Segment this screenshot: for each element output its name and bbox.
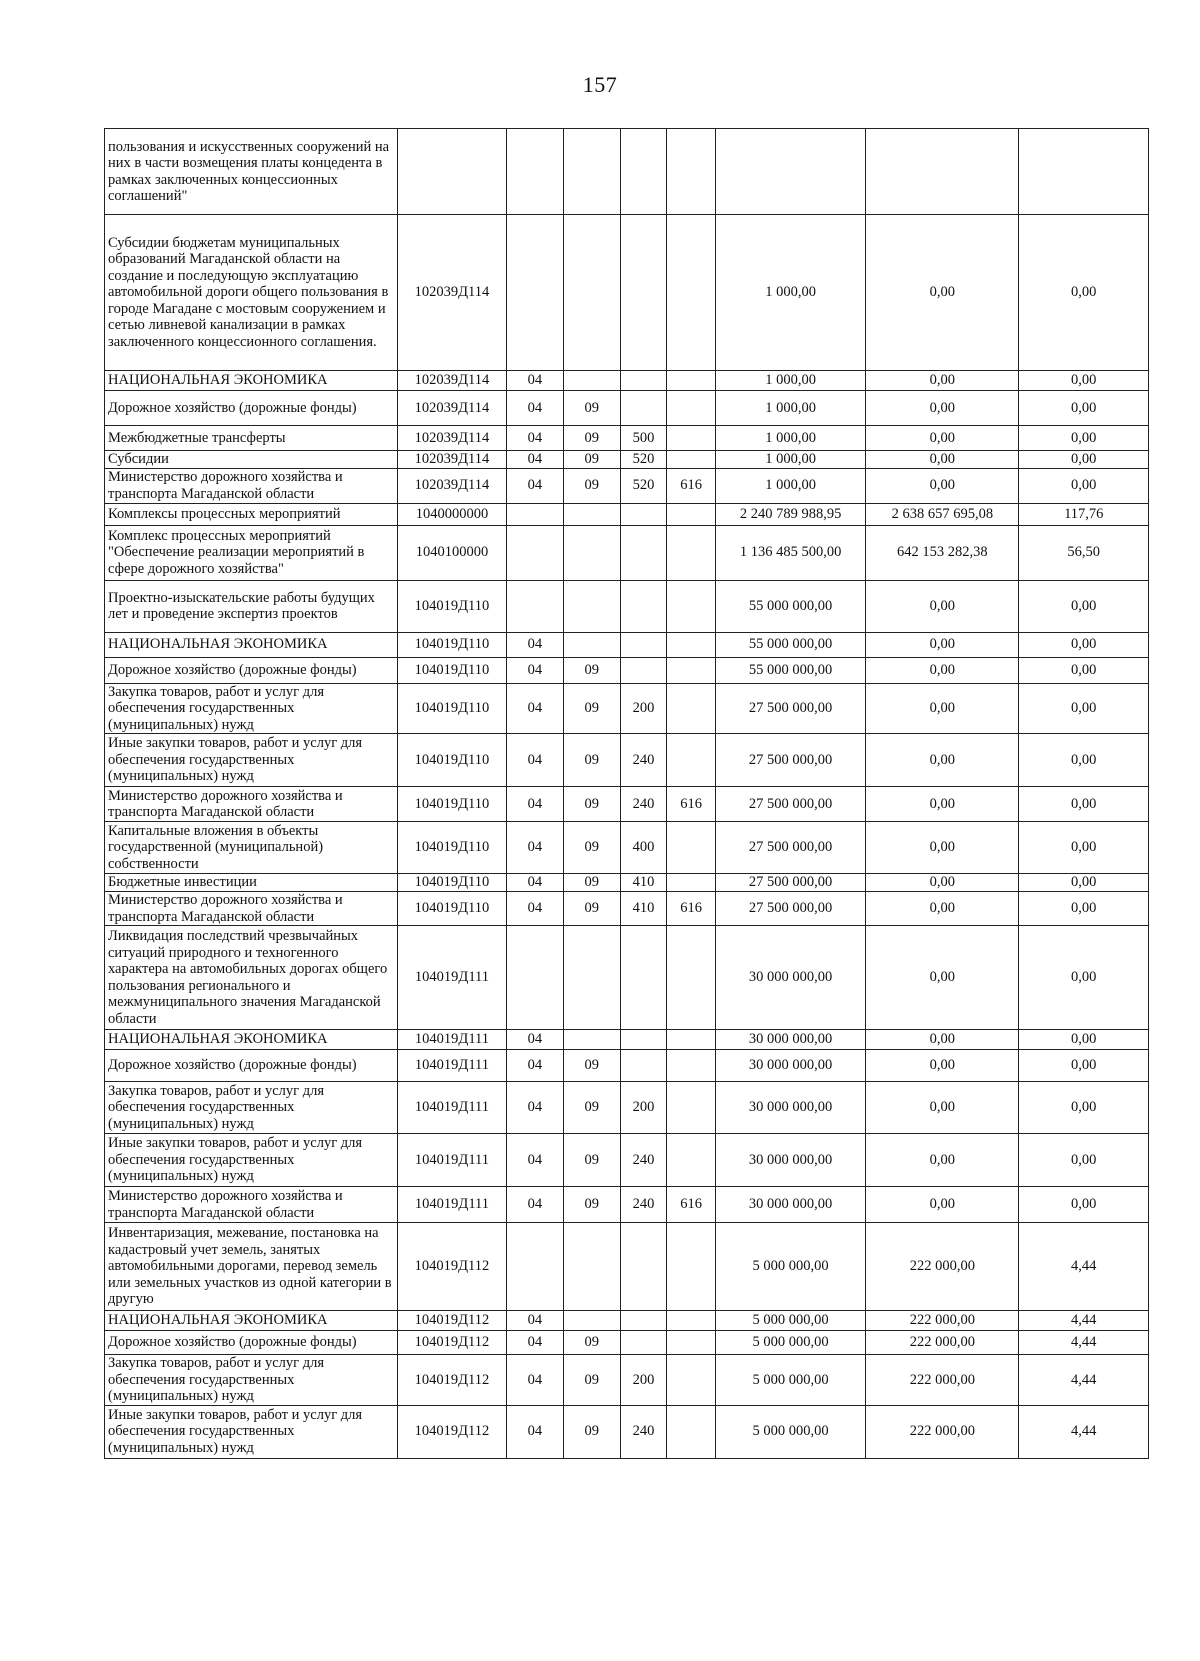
department-cell [667,926,716,1030]
table-row [105,391,1149,426]
planned-amount-cell: 27 500 000,00 [716,892,866,926]
row-name-cell: Комплексы процессных мероприятий [105,503,398,525]
table-row [105,371,1149,391]
target-code-cell: 104019Д110 [398,734,507,787]
expense-type-cell [620,215,667,371]
planned-amount-cell: 30 000 000,00 [716,1050,866,1082]
actual-amount-cell: 0,00 [866,426,1019,451]
subsection-cell: 09 [563,822,620,874]
execution-percent-cell: 0,00 [1019,580,1149,632]
target-code-cell: 102039Д114 [398,391,507,426]
planned-amount-cell: 30 000 000,00 [716,1187,866,1223]
section-cell: 04 [506,426,563,451]
page-number: 157 [582,72,618,97]
department-cell [667,683,716,734]
actual-amount-cell: 0,00 [866,787,1019,822]
execution-percent-cell: 4,44 [1019,1311,1149,1331]
department-cell [667,1082,716,1134]
planned-amount-cell: 2 240 789 988,95 [716,503,866,525]
execution-percent-cell: 0,00 [1019,822,1149,874]
row-name-cell: Инвентаризация, межевание, постановка на кадастровый учет земель, занятых автомобильными дорогами, перевод земель или земельных участков из одной категории в другую [105,1223,398,1311]
row-name-cell: Дорожное хозяйство (дорожные фонды) [105,1050,398,1082]
row-name-cell: НАЦИОНАЛЬНАЯ ЭКОНОМИКА [105,1030,398,1050]
row-name-cell: Министерство дорожного хозяйства и транспорта Магаданской области [105,468,398,503]
target-code-cell: 104019Д111 [398,1134,507,1187]
planned-amount-cell: 1 000,00 [716,468,866,503]
subsection-cell: 09 [563,734,620,787]
section-cell: 04 [506,1030,563,1050]
expense-type-cell: 200 [620,1355,667,1406]
execution-percent-cell: 0,00 [1019,632,1149,657]
table-row [105,1223,1149,1311]
section-cell: 04 [506,1355,563,1406]
actual-amount-cell: 0,00 [866,391,1019,426]
planned-amount-cell: 27 500 000,00 [716,787,866,822]
target-code-cell: 104019Д111 [398,926,507,1030]
expense-type-cell: 400 [620,822,667,874]
table-row [105,1082,1149,1134]
planned-amount-cell: 30 000 000,00 [716,1030,866,1050]
table-row [105,734,1149,787]
department-cell [667,1311,716,1331]
planned-amount-cell: 5 000 000,00 [716,1331,866,1355]
table-row [105,1030,1149,1050]
row-name-cell: Капитальные вложения в объекты государственной (муниципальной) собственности [105,822,398,874]
target-code-cell: 104019Д112 [398,1405,507,1458]
planned-amount-cell: 5 000 000,00 [716,1355,866,1406]
expense-type-cell [620,503,667,525]
department-cell [667,1030,716,1050]
actual-amount-cell: 0,00 [866,1050,1019,1082]
row-name-cell: НАЦИОНАЛЬНАЯ ЭКОНОМИКА [105,1311,398,1331]
target-code-cell: 104019Д111 [398,1082,507,1134]
subsection-cell [563,129,620,215]
execution-percent-cell: 0,00 [1019,426,1149,451]
section-cell: 04 [506,874,563,892]
subsection-cell: 09 [563,451,620,469]
expense-type-cell: 240 [620,734,667,787]
subsection-cell: 09 [563,426,620,451]
actual-amount-cell: 0,00 [866,451,1019,469]
table-row [105,1134,1149,1187]
section-cell: 04 [506,451,563,469]
actual-amount-cell: 0,00 [866,371,1019,391]
section-cell: 04 [506,734,563,787]
actual-amount-cell: 0,00 [866,1030,1019,1050]
actual-amount-cell: 0,00 [866,1082,1019,1134]
expense-type-cell: 200 [620,1082,667,1134]
target-code-cell: 104019Д110 [398,822,507,874]
table-row [105,426,1149,451]
expense-type-cell: 410 [620,874,667,892]
planned-amount-cell: 27 500 000,00 [716,683,866,734]
target-code-cell: 104019Д111 [398,1030,507,1050]
table-row [105,503,1149,525]
execution-percent-cell: 4,44 [1019,1223,1149,1311]
department-cell [667,874,716,892]
actual-amount-cell: 0,00 [866,822,1019,874]
target-code-cell: 104019Д110 [398,580,507,632]
subsection-cell [563,632,620,657]
expense-type-cell [620,580,667,632]
table-row [105,926,1149,1030]
section-cell [506,580,563,632]
section-cell [506,525,563,580]
table-row [105,525,1149,580]
section-cell: 04 [506,683,563,734]
expense-type-cell: 500 [620,426,667,451]
section-cell [506,926,563,1030]
subsection-cell: 09 [563,1355,620,1406]
section-cell [506,215,563,371]
subsection-cell: 09 [563,1331,620,1355]
expense-type-cell: 240 [620,1405,667,1458]
table-row [105,787,1149,822]
target-code-cell: 104019Д111 [398,1187,507,1223]
subsection-cell: 09 [563,1082,620,1134]
planned-amount-cell: 55 000 000,00 [716,657,866,683]
execution-percent-cell: 0,00 [1019,1082,1149,1134]
subsection-cell: 09 [563,874,620,892]
target-code-cell: 104019Д110 [398,787,507,822]
expense-type-cell [620,1030,667,1050]
target-code-cell: 104019Д112 [398,1355,507,1406]
department-cell [667,215,716,371]
planned-amount-cell: 5 000 000,00 [716,1311,866,1331]
department-cell [667,426,716,451]
section-cell: 04 [506,1311,563,1331]
actual-amount-cell: 0,00 [866,1134,1019,1187]
expense-type-cell [620,129,667,215]
department-cell [667,632,716,657]
actual-amount-cell: 0,00 [866,632,1019,657]
actual-amount-cell: 0,00 [866,657,1019,683]
execution-percent-cell: 0,00 [1019,1050,1149,1082]
department-cell [667,1331,716,1355]
subsection-cell [563,503,620,525]
target-code-cell [398,129,507,215]
subsection-cell [563,580,620,632]
department-cell: 616 [667,468,716,503]
table-row [105,1187,1149,1223]
expense-type-cell [620,657,667,683]
actual-amount-cell: 0,00 [866,892,1019,926]
table-row [105,1311,1149,1331]
expense-type-cell: 410 [620,892,667,926]
table-row [105,1355,1149,1406]
subsection-cell: 09 [563,468,620,503]
department-cell: 616 [667,787,716,822]
table-row [105,468,1149,503]
row-name-cell: Дорожное хозяйство (дорожные фонды) [105,657,398,683]
actual-amount-cell: 222 000,00 [866,1355,1019,1406]
actual-amount-cell: 0,00 [866,683,1019,734]
target-code-cell: 102039Д114 [398,451,507,469]
subsection-cell: 09 [563,683,620,734]
section-cell: 04 [506,1187,563,1223]
row-name-cell: Межбюджетные трансферты [105,426,398,451]
planned-amount-cell: 55 000 000,00 [716,632,866,657]
department-cell [667,391,716,426]
actual-amount-cell: 222 000,00 [866,1223,1019,1311]
expense-type-cell: 200 [620,683,667,734]
table-row [105,657,1149,683]
planned-amount-cell: 1 136 485 500,00 [716,525,866,580]
actual-amount-cell: 0,00 [866,874,1019,892]
planned-amount-cell [716,129,866,215]
section-cell: 04 [506,1082,563,1134]
execution-percent-cell: 117,76 [1019,503,1149,525]
planned-amount-cell: 1 000,00 [716,451,866,469]
execution-percent-cell: 0,00 [1019,1134,1149,1187]
target-code-cell: 104019Д112 [398,1331,507,1355]
execution-percent-cell: 0,00 [1019,391,1149,426]
section-cell: 04 [506,1134,563,1187]
target-code-cell: 104019Д112 [398,1223,507,1311]
department-cell: 616 [667,1187,716,1223]
subsection-cell: 09 [563,391,620,426]
row-name-cell: НАЦИОНАЛЬНАЯ ЭКОНОМИКА [105,632,398,657]
section-cell: 04 [506,822,563,874]
budget-table-body [105,129,1149,1459]
subsection-cell [563,371,620,391]
department-cell [667,1223,716,1311]
row-name-cell: Проектно-изыскательские работы будущих лет и проведение экспертиз проектов [105,580,398,632]
subsection-cell: 09 [563,1134,620,1187]
subsection-cell: 09 [563,787,620,822]
execution-percent-cell: 0,00 [1019,657,1149,683]
planned-amount-cell: 5 000 000,00 [716,1405,866,1458]
execution-percent-cell: 0,00 [1019,371,1149,391]
row-name-cell: Ликвидация последствий чрезвычайных ситуаций природного и техногенного характера на автомобильных дорогах общего пользования регионального и межмуниципального значения Магаданской области [105,926,398,1030]
target-code-cell: 1040100000 [398,525,507,580]
section-cell [506,503,563,525]
expense-type-cell: 240 [620,1134,667,1187]
table-row [105,874,1149,892]
department-cell [667,822,716,874]
execution-percent-cell: 0,00 [1019,874,1149,892]
actual-amount-cell: 222 000,00 [866,1331,1019,1355]
target-code-cell: 102039Д114 [398,468,507,503]
row-name-cell: Субсидии бюджетам муниципальных образований Магаданской области на создание и последующую эксплуатацию автомобильной дороги общего пользования в городе Магадане с мостовым сооружением и сетью ливневой канализации в рамках заключенного концессионного соглашения. [105,215,398,371]
table-row [105,215,1149,371]
table-row [105,451,1149,469]
expense-type-cell [620,1223,667,1311]
actual-amount-cell: 2 638 657 695,08 [866,503,1019,525]
subsection-cell [563,926,620,1030]
section-cell: 04 [506,468,563,503]
planned-amount-cell: 27 500 000,00 [716,874,866,892]
expense-type-cell [620,371,667,391]
subsection-cell: 09 [563,1050,620,1082]
target-code-cell: 104019Д110 [398,632,507,657]
expense-type-cell [620,391,667,426]
target-code-cell: 104019Д110 [398,683,507,734]
actual-amount-cell: 0,00 [866,734,1019,787]
section-cell: 04 [506,1331,563,1355]
section-cell: 04 [506,632,563,657]
expense-type-cell [620,1050,667,1082]
expense-type-cell [620,525,667,580]
table-row [105,632,1149,657]
planned-amount-cell: 1 000,00 [716,371,866,391]
section-cell: 04 [506,1050,563,1082]
target-code-cell: 102039Д114 [398,426,507,451]
planned-amount-cell: 1 000,00 [716,426,866,451]
execution-percent-cell: 4,44 [1019,1405,1149,1458]
table-row [105,1405,1149,1458]
expense-type-cell: 240 [620,1187,667,1223]
subsection-cell: 09 [563,892,620,926]
department-cell [667,129,716,215]
table-row [105,1331,1149,1355]
section-cell: 04 [506,371,563,391]
table-row [105,822,1149,874]
row-name-cell: Закупка товаров, работ и услуг для обеспечения государственных (муниципальных) нужд [105,1082,398,1134]
table-row [105,1050,1149,1082]
department-cell [667,1355,716,1406]
target-code-cell: 1040000000 [398,503,507,525]
actual-amount-cell: 642 153 282,38 [866,525,1019,580]
execution-percent-cell: 0,00 [1019,468,1149,503]
planned-amount-cell: 1 000,00 [716,391,866,426]
planned-amount-cell: 30 000 000,00 [716,926,866,1030]
row-name-cell: Дорожное хозяйство (дорожные фонды) [105,391,398,426]
subsection-cell [563,215,620,371]
department-cell [667,657,716,683]
table-row [105,580,1149,632]
department-cell [667,525,716,580]
target-code-cell: 104019Д110 [398,657,507,683]
execution-percent-cell: 0,00 [1019,1030,1149,1050]
department-cell [667,580,716,632]
planned-amount-cell: 30 000 000,00 [716,1082,866,1134]
execution-percent-cell: 0,00 [1019,683,1149,734]
execution-percent-cell: 0,00 [1019,892,1149,926]
execution-percent-cell: 4,44 [1019,1355,1149,1406]
actual-amount-cell [866,129,1019,215]
department-cell: 616 [667,892,716,926]
subsection-cell [563,1311,620,1331]
execution-percent-cell: 56,50 [1019,525,1149,580]
execution-percent-cell: 0,00 [1019,215,1149,371]
target-code-cell: 104019Д112 [398,1311,507,1331]
planned-amount-cell: 5 000 000,00 [716,1223,866,1311]
section-cell: 04 [506,892,563,926]
execution-percent-cell [1019,129,1149,215]
section-cell: 04 [506,1405,563,1458]
execution-percent-cell: 0,00 [1019,734,1149,787]
department-cell [667,1405,716,1458]
table-row [105,683,1149,734]
expense-type-cell: 520 [620,468,667,503]
expense-type-cell [620,1311,667,1331]
target-code-cell: 104019Д110 [398,892,507,926]
budget-table [104,128,1149,1459]
row-name-cell: пользования и искусственных сооружений на них в части возмещения платы концедента в рамках заключенных концессионных соглашений" [105,129,398,215]
row-name-cell: Комплекс процессных мероприятий "Обеспечение реализации мероприятий в сфере дорожного хозяйства" [105,525,398,580]
target-code-cell: 104019Д111 [398,1050,507,1082]
actual-amount-cell: 222 000,00 [866,1405,1019,1458]
planned-amount-cell: 27 500 000,00 [716,734,866,787]
target-code-cell: 102039Д114 [398,371,507,391]
row-name-cell: Дорожное хозяйство (дорожные фонды) [105,1331,398,1355]
section-cell: 04 [506,657,563,683]
row-name-cell: Закупка товаров, работ и услуг для обеспечения государственных (муниципальных) нужд [105,683,398,734]
department-cell [667,1134,716,1187]
section-cell [506,1223,563,1311]
execution-percent-cell: 4,44 [1019,1331,1149,1355]
actual-amount-cell: 0,00 [866,926,1019,1030]
row-name-cell: Иные закупки товаров, работ и услуг для обеспечения государственных (муниципальных) нужд [105,1134,398,1187]
execution-percent-cell: 0,00 [1019,926,1149,1030]
department-cell [667,503,716,525]
subsection-cell [563,1030,620,1050]
row-name-cell: Бюджетные инвестиции [105,874,398,892]
subsection-cell: 09 [563,1405,620,1458]
row-name-cell: Министерство дорожного хозяйства и транспорта Магаданской области [105,892,398,926]
planned-amount-cell: 1 000,00 [716,215,866,371]
subsection-cell [563,1223,620,1311]
department-cell [667,451,716,469]
table-row [105,892,1149,926]
row-name-cell: Иные закупки товаров, работ и услуг для обеспечения государственных (муниципальных) нужд [105,1405,398,1458]
actual-amount-cell: 0,00 [866,468,1019,503]
section-cell [506,129,563,215]
department-cell [667,734,716,787]
expense-type-cell [620,926,667,1030]
department-cell [667,371,716,391]
actual-amount-cell: 0,00 [866,1187,1019,1223]
execution-percent-cell: 0,00 [1019,1187,1149,1223]
planned-amount-cell: 55 000 000,00 [716,580,866,632]
subsection-cell: 09 [563,657,620,683]
subsection-cell [563,525,620,580]
target-code-cell: 104019Д110 [398,874,507,892]
actual-amount-cell: 0,00 [866,215,1019,371]
row-name-cell: Министерство дорожного хозяйства и транспорта Магаданской области [105,787,398,822]
expense-type-cell [620,632,667,657]
row-name-cell: Министерство дорожного хозяйства и транспорта Магаданской области [105,1187,398,1223]
actual-amount-cell: 0,00 [866,580,1019,632]
execution-percent-cell: 0,00 [1019,787,1149,822]
expense-type-cell [620,1331,667,1355]
department-cell [667,1050,716,1082]
row-name-cell: Закупка товаров, работ и услуг для обеспечения государственных (муниципальных) нужд [105,1355,398,1406]
target-code-cell: 102039Д114 [398,215,507,371]
subsection-cell: 09 [563,1187,620,1223]
section-cell: 04 [506,787,563,822]
row-name-cell: Субсидии [105,451,398,469]
expense-type-cell: 240 [620,787,667,822]
section-cell: 04 [506,391,563,426]
actual-amount-cell: 222 000,00 [866,1311,1019,1331]
row-name-cell: Иные закупки товаров, работ и услуг для обеспечения государственных (муниципальных) нужд [105,734,398,787]
planned-amount-cell: 30 000 000,00 [716,1134,866,1187]
expense-type-cell: 520 [620,451,667,469]
table-row [105,129,1149,215]
row-name-cell: НАЦИОНАЛЬНАЯ ЭКОНОМИКА [105,371,398,391]
execution-percent-cell: 0,00 [1019,451,1149,469]
planned-amount-cell: 27 500 000,00 [716,822,866,874]
